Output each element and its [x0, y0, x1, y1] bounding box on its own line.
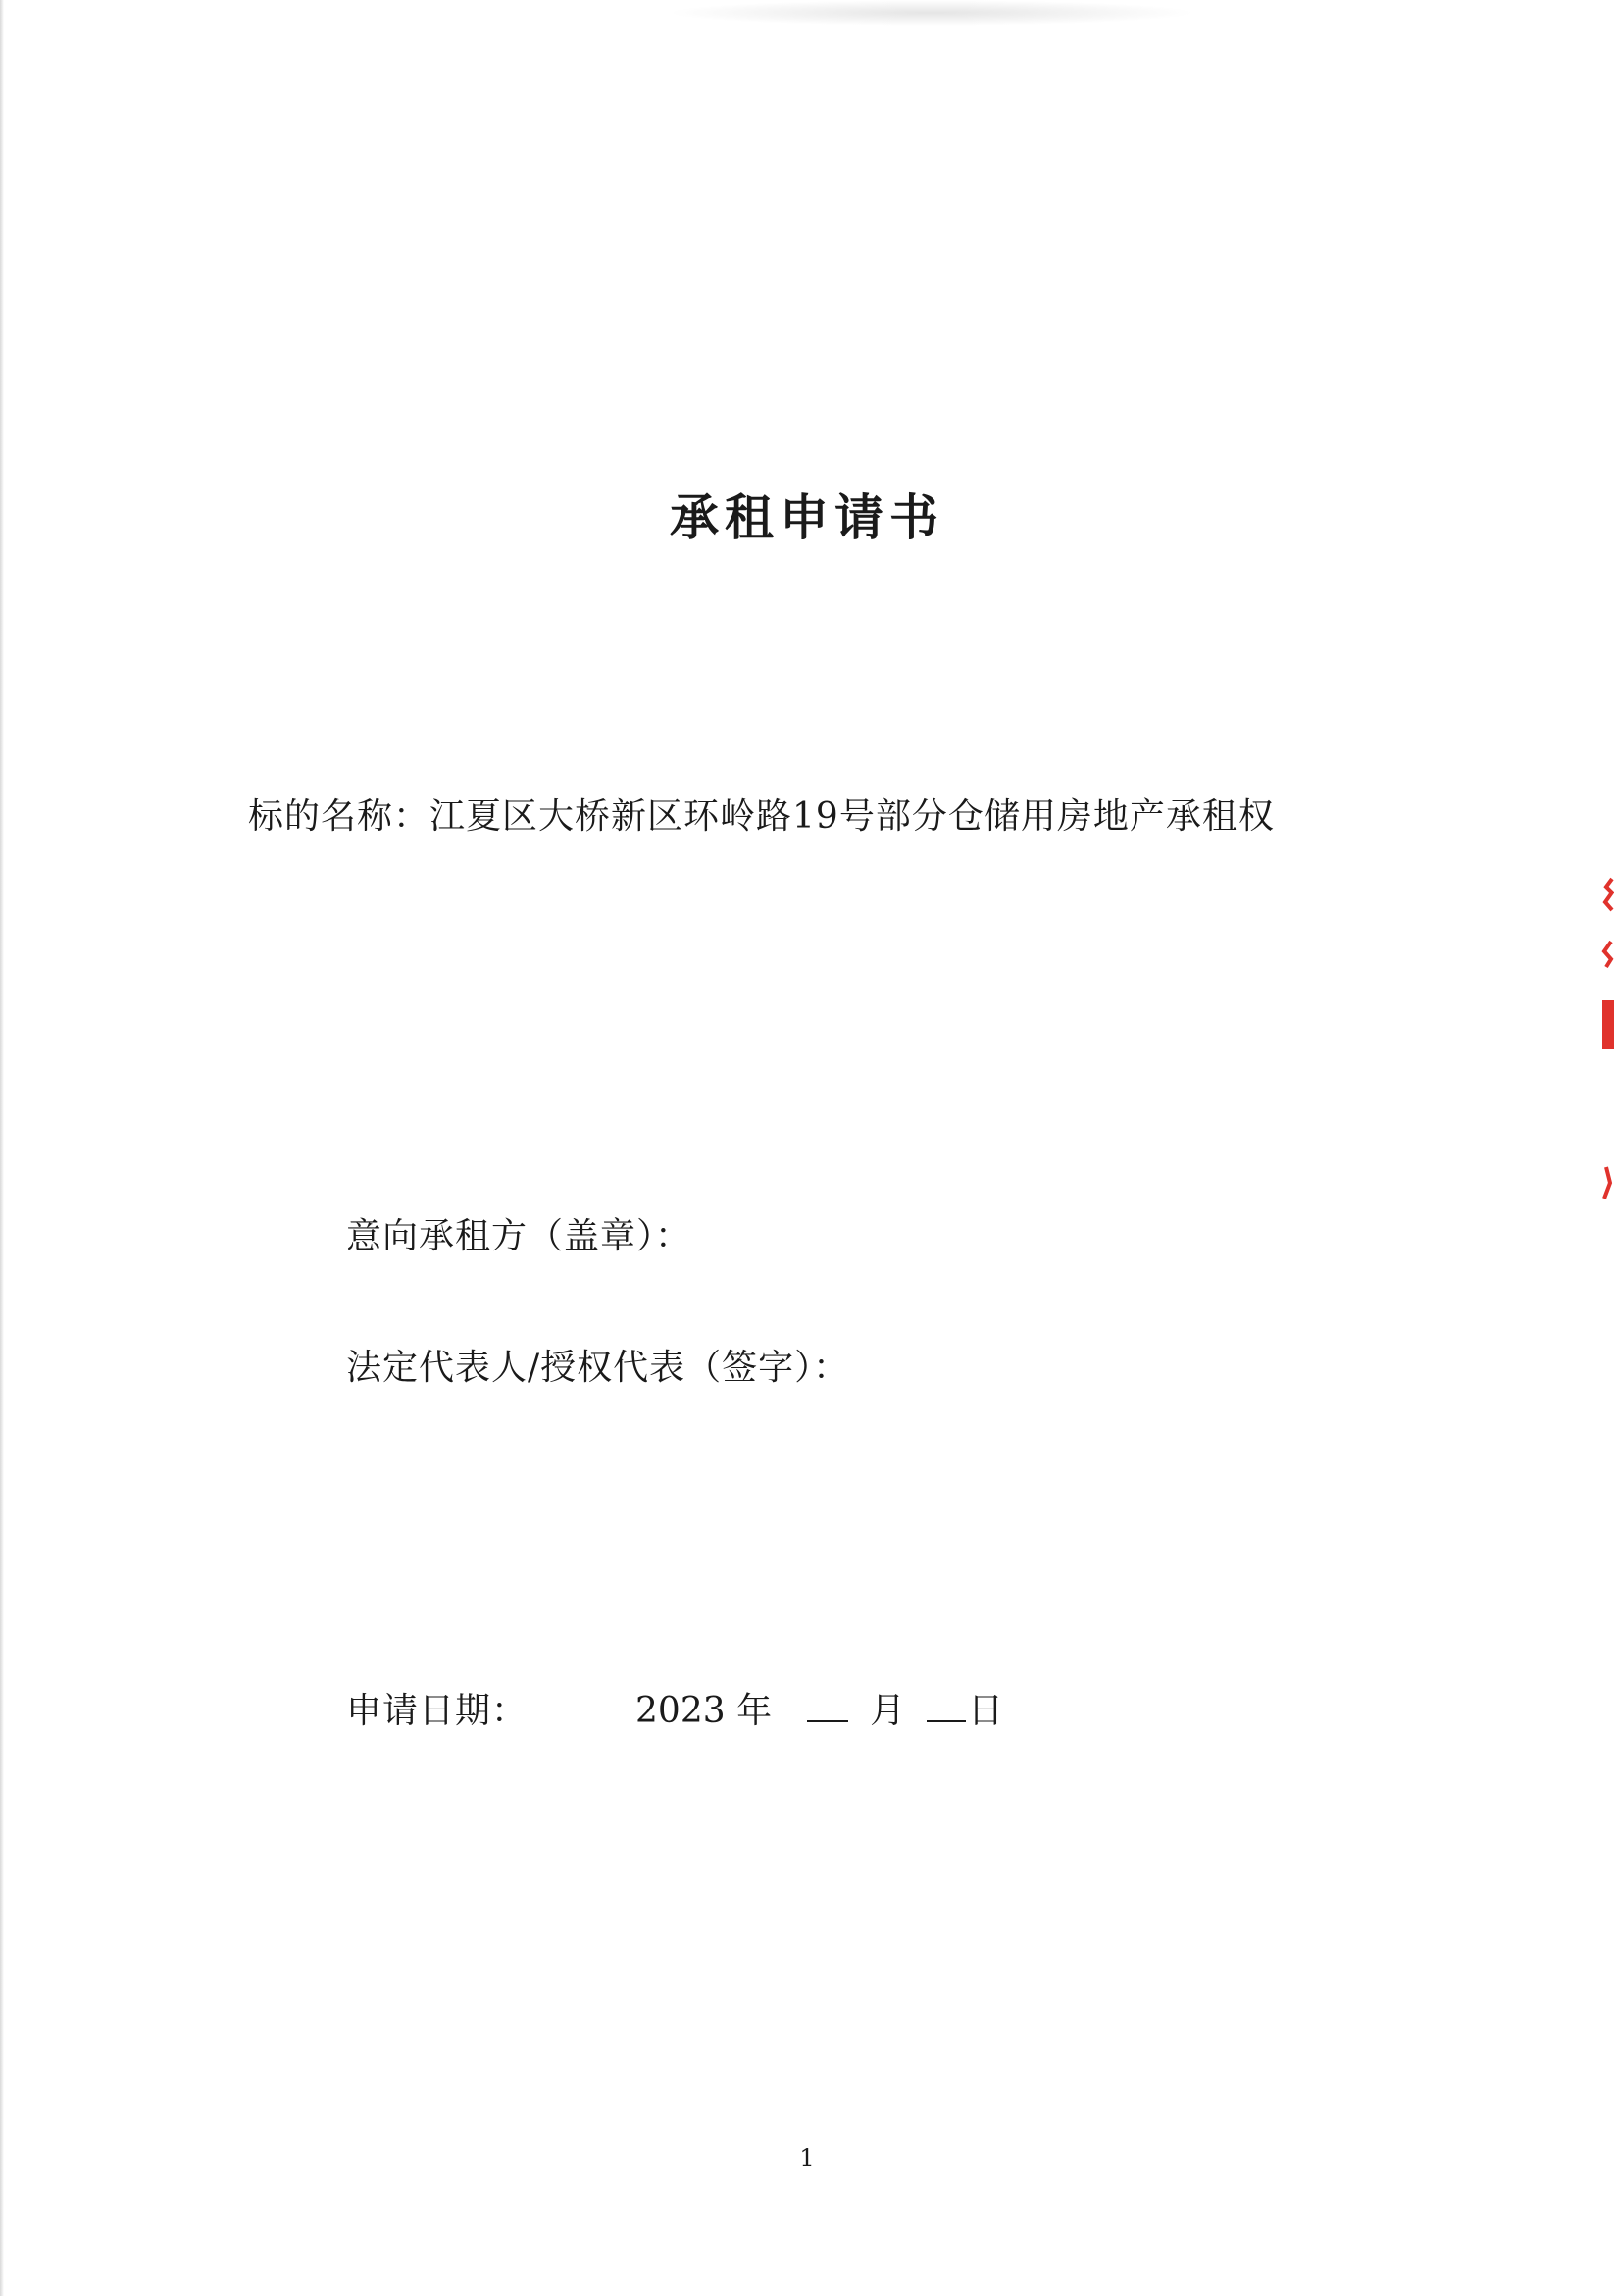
red-seal-edge — [1596, 873, 1614, 1206]
page-title: 承租申请书 — [670, 489, 944, 546]
subject-label: 标的名称： — [248, 796, 430, 837]
page-number: 1 — [799, 2144, 815, 2171]
representative-signature-field: 法定代表人/授权代表（签字）： — [346, 1348, 850, 1388]
subject-value: 江夏区大桥新区环岭路19号部分仓储用房地产承租权 — [429, 796, 1275, 837]
date-label: 申请日期： — [346, 1691, 529, 1731]
applicant-seal-field: 意向承租方（盖章）： — [346, 1216, 692, 1256]
date-day-unit: 日 — [968, 1691, 1004, 1731]
scan-edge-shadow — [0, 0, 4, 2296]
date-month-unit: 月 — [870, 1691, 906, 1731]
scan-bleed-through — [667, 0, 1196, 26]
month-blank — [807, 1691, 848, 1722]
subject-line — [248, 775, 1376, 859]
date-year: 2023 年 — [635, 1691, 773, 1731]
day-blank — [927, 1691, 966, 1722]
application-date-row — [346, 1683, 1003, 1733]
